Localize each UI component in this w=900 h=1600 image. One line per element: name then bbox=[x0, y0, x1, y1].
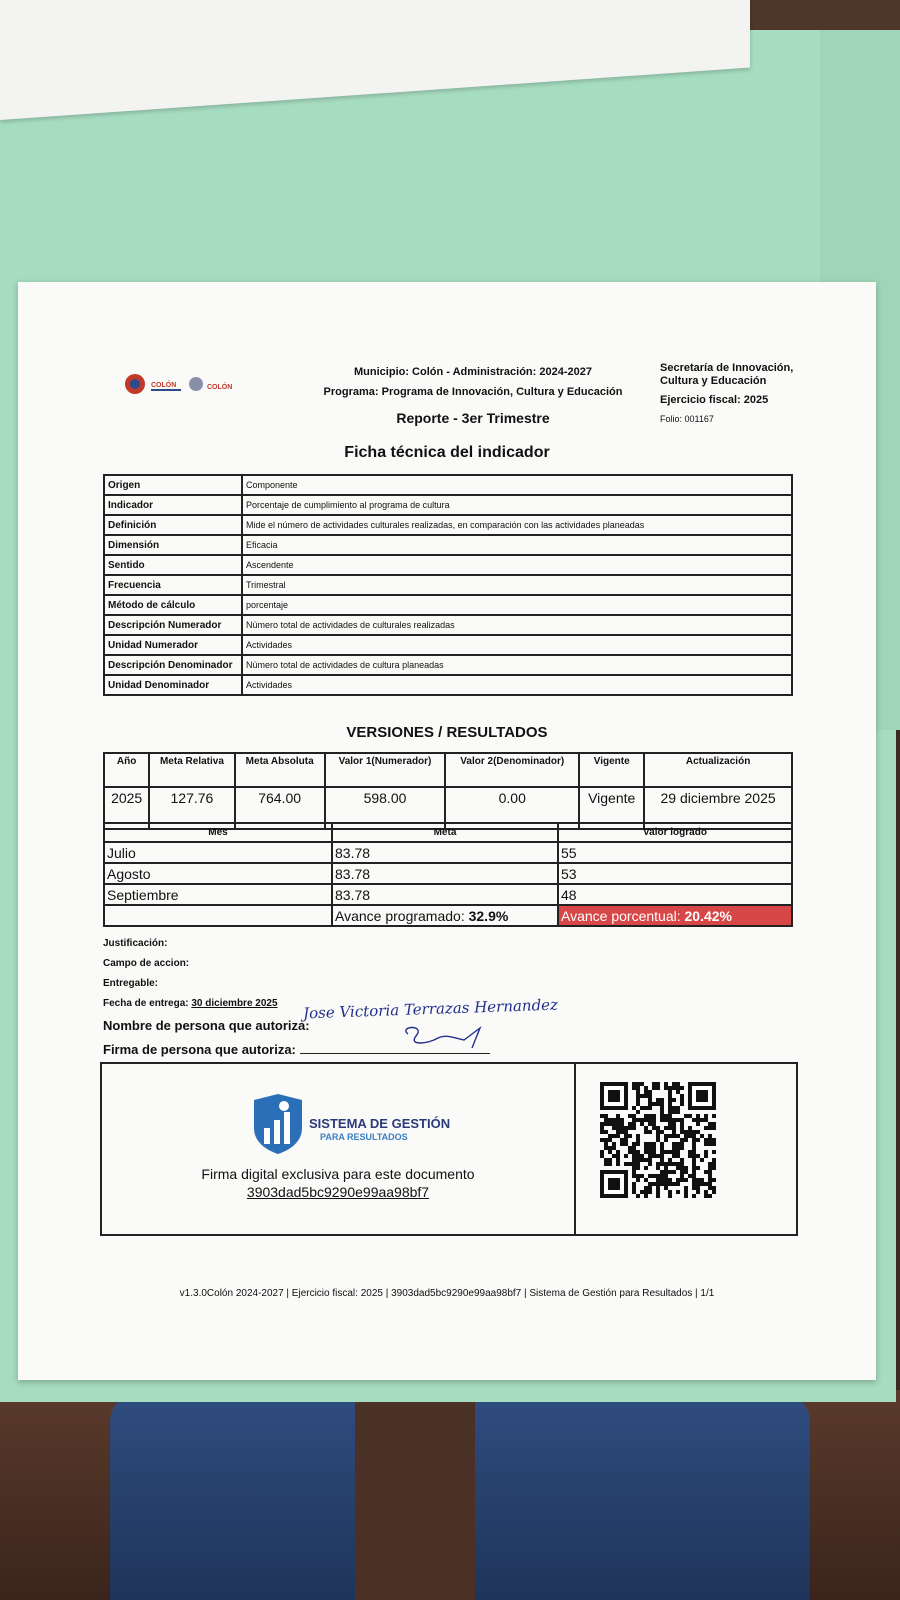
fields-block bbox=[103, 934, 278, 1014]
system-subtitle: PARA RESULTADOS bbox=[320, 1132, 408, 1142]
month-name: Septiembre bbox=[104, 884, 332, 905]
versiones-header: Meta Relativa bbox=[149, 753, 234, 787]
versiones-value: 764.00 bbox=[235, 787, 325, 829]
ficha-value: Actividades bbox=[242, 635, 792, 655]
ficha-value: Mide el número de actividades culturales realizadas, en comparación con las actividades planeadas bbox=[242, 515, 792, 535]
month-meta: 83.78 bbox=[332, 884, 558, 905]
versiones-header: Año bbox=[104, 753, 149, 787]
versiones-value: 598.00 bbox=[325, 787, 445, 829]
handwritten-signature bbox=[398, 1022, 488, 1050]
ficha-key: Descripción Denominador bbox=[104, 655, 242, 675]
ficha-row bbox=[104, 595, 792, 615]
versiones-header: Valor 1(Numerador) bbox=[325, 753, 445, 787]
ficha-row bbox=[104, 555, 792, 575]
report-document bbox=[18, 282, 876, 1380]
month-valor: 55 bbox=[558, 842, 792, 863]
month-valor: 48 bbox=[558, 884, 792, 905]
logos bbox=[123, 370, 263, 398]
col-meta: Meta bbox=[332, 823, 558, 842]
avance-empty bbox=[104, 905, 332, 926]
ficha-value: Componente bbox=[242, 475, 792, 495]
month-meta: 83.78 bbox=[332, 842, 558, 863]
ficha-row bbox=[104, 615, 792, 635]
logo-text-1: COLÓN bbox=[151, 382, 177, 389]
avance-row bbox=[104, 905, 792, 926]
fecha-entrega: Fecha de entrega: 30 diciembre 2025 bbox=[103, 998, 278, 1009]
ficha-value: porcentaje bbox=[242, 595, 792, 615]
header-center bbox=[288, 362, 658, 428]
ficha-value: Actividades bbox=[242, 675, 792, 695]
ficha-key: Unidad Denominador bbox=[104, 675, 242, 695]
folio: Folio: 001167 bbox=[660, 414, 714, 424]
versiones-value: 0.00 bbox=[445, 787, 579, 829]
ficha-row bbox=[104, 515, 792, 535]
sistema-gestion-logo-icon bbox=[250, 1094, 306, 1156]
avance-porcentual: Avance porcentual: 20.42% bbox=[558, 905, 792, 926]
ficha-row bbox=[104, 635, 792, 655]
col-valor: Valor logrado bbox=[558, 823, 792, 842]
fecha-value: 30 diciembre 2025 bbox=[191, 998, 278, 1009]
footer: v1.3.0Colón 2024-2027 | Ejercicio fiscal: 2025 | 3903dad5bc9290e99aa98bf7 | Sistema de Gestión para Resultados | 1/1 bbox=[179, 1288, 715, 1299]
ficha-row bbox=[104, 535, 792, 555]
digital-signature-box bbox=[100, 1062, 798, 1236]
ficha-title: Ficha técnica del indicador bbox=[344, 444, 550, 461]
logo-text-2: COLÓN bbox=[207, 384, 233, 391]
month-meta: 83.78 bbox=[332, 863, 558, 884]
versiones-value: Vigente bbox=[579, 787, 644, 829]
ficha-key: Método de cálculo bbox=[104, 595, 242, 615]
col-mes: Mes bbox=[104, 823, 332, 842]
ficha-value: Porcentaje de cumplimiento al programa de cultura bbox=[242, 495, 792, 515]
ficha-key: Unidad Numerador bbox=[104, 635, 242, 655]
versiones-header: Meta Absoluta bbox=[235, 753, 325, 787]
qr-code-icon bbox=[600, 1082, 716, 1198]
header-right bbox=[660, 362, 860, 426]
avance-programado: Avance programado: 32.9% bbox=[332, 905, 558, 926]
month-row bbox=[104, 863, 792, 884]
ficha-value: Ascendente bbox=[242, 555, 792, 575]
campo-label: Campo de accion: bbox=[103, 958, 190, 969]
versiones-header: Valor 2(Denominador) bbox=[445, 753, 579, 787]
firma-digital-text: Firma digital exclusiva para este documento bbox=[201, 1166, 475, 1182]
ficha-key: Sentido bbox=[104, 555, 242, 575]
ficha-row bbox=[104, 675, 792, 695]
nombre-label: Nombre de persona que autoriza: bbox=[103, 1018, 310, 1033]
ficha-row bbox=[104, 495, 792, 515]
colon-logo-icon bbox=[123, 370, 263, 398]
justificacion-label: Justificación: bbox=[103, 938, 168, 949]
versiones-header: Vigente bbox=[579, 753, 644, 787]
versiones-value: 2025 bbox=[104, 787, 149, 829]
ficha-value: Número total de actividades de culturales realizadas bbox=[242, 615, 792, 635]
ficha-table bbox=[103, 474, 793, 696]
secretaria-line-2: Cultura y Educación bbox=[660, 375, 767, 387]
versiones-header: Actualización bbox=[644, 753, 792, 787]
month-valor: 53 bbox=[558, 863, 792, 884]
ficha-key: Indicador bbox=[104, 495, 242, 515]
ficha-key: Dimensión bbox=[104, 535, 242, 555]
ficha-value: Eficacia bbox=[242, 535, 792, 555]
ficha-key: Origen bbox=[104, 475, 242, 495]
box-divider bbox=[574, 1064, 576, 1234]
versiones-title: VERSIONES / RESULTADOS bbox=[346, 724, 548, 741]
ficha-key: Definición bbox=[104, 515, 242, 535]
system-title: SISTEMA DE GESTIÓN bbox=[309, 1116, 451, 1131]
month-row bbox=[104, 884, 792, 905]
secretaria-line-1: Secretaría de Innovación, bbox=[660, 362, 794, 374]
ficha-value: Trimestral bbox=[242, 575, 792, 595]
monthly-table bbox=[103, 822, 793, 927]
handwritten-name: Jose Victoria Terrazas Hernandez bbox=[302, 995, 559, 1023]
ficha-row bbox=[104, 655, 792, 675]
ficha-key: Descripción Numerador bbox=[104, 615, 242, 635]
ficha-key: Frecuencia bbox=[104, 575, 242, 595]
versiones-value: 29 diciembre 2025 bbox=[644, 787, 792, 829]
ficha-row bbox=[104, 475, 792, 495]
ficha-value: Número total de actividades de cultura planeadas bbox=[242, 655, 792, 675]
firma-hash: 3903dad5bc9290e99aa98bf7 bbox=[246, 1184, 430, 1200]
ficha-row bbox=[104, 575, 792, 595]
programa: Programa: Programa de Innovación, Cultura y Educación bbox=[323, 386, 623, 398]
month-name: Agosto bbox=[104, 863, 332, 884]
month-row bbox=[104, 842, 792, 863]
ejercicio-fiscal: Ejercicio fiscal: 2025 bbox=[660, 394, 769, 406]
entregable-label: Entregable: bbox=[103, 978, 159, 989]
month-name: Julio bbox=[104, 842, 332, 863]
versiones-value: 127.76 bbox=[149, 787, 234, 829]
versiones-table bbox=[103, 752, 793, 830]
report-title: Reporte - 3er Trimestre bbox=[396, 410, 550, 426]
firma-label: Firma de persona que autoriza: bbox=[103, 1042, 296, 1057]
municipio: Municipio: Colón - Administración: 2024-2027 bbox=[354, 366, 592, 378]
background-gap bbox=[355, 1392, 475, 1600]
